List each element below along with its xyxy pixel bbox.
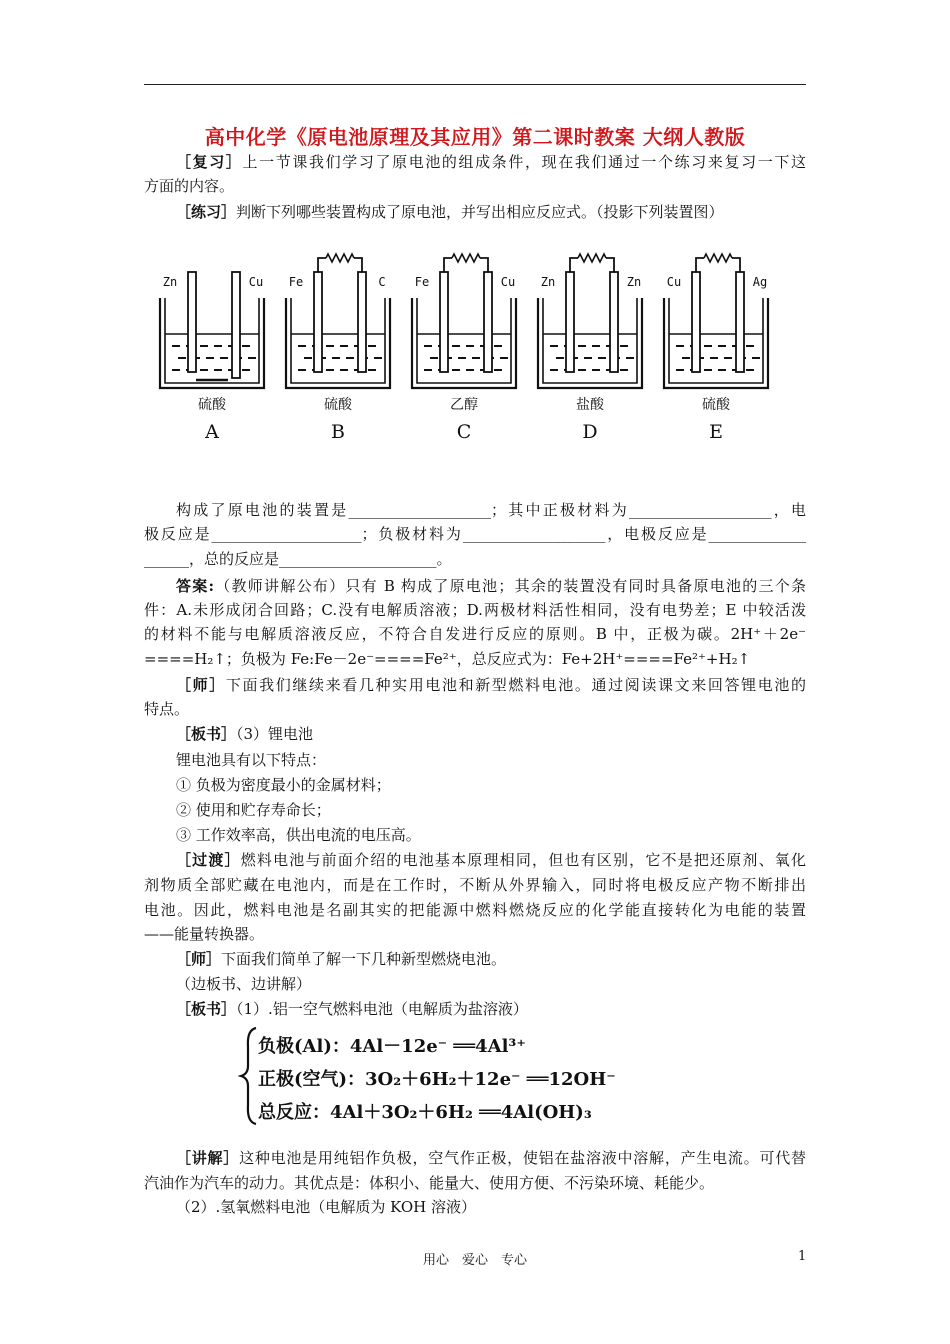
cell-c-right-metal-label: Cu [500, 275, 516, 289]
board2-line [176, 997, 806, 1021]
board2-text: （1）.铝一空气燃料电池（电解质为盐溶液） [236, 1000, 528, 1018]
section-2-heading: （2）.氢氧燃料电池（电解质为 KOH 溶液） [176, 1198, 477, 1216]
cell-a-right-metal-label: Cu [248, 275, 264, 289]
cell-a-beaker [160, 298, 264, 388]
cell-b-beaker [286, 298, 390, 388]
cell-b-wire-left [318, 258, 326, 272]
teacher2-tag: ［师］ [176, 950, 222, 968]
cell-e-right-electrode [736, 272, 744, 372]
cell-a-solution-label: 硫酸 [198, 397, 226, 413]
exercise-tag: ［练习］ [176, 203, 237, 221]
cell-e-right-metal-label: Ag [752, 275, 768, 289]
cell-e-resistor [704, 254, 732, 262]
lithium-point-2: ② 使用和贮存寿命长； [176, 801, 331, 819]
cell-b-right-metal-label: C [378, 275, 386, 289]
cell-d-resistor [578, 254, 606, 262]
cell-c-wire-right [480, 258, 488, 272]
board-text: （3）锂电池 [236, 725, 314, 743]
teacher-line-1 [176, 673, 806, 697]
galvanic-cell-apparatus-diagram [152, 246, 792, 446]
answer-line-4: ====H₂↑；负极为 Fe:Fe－2e⁻====Fe²⁺，总反应式为：Fe+2H⁺====Fe²⁺+H₂↑ [144, 650, 751, 668]
transition-line-1 [176, 848, 806, 872]
exercise-text: 判断下列哪些装置构成了原电池，并写出相应反应式。（投影下列装置图） [236, 203, 724, 221]
header-rule [144, 84, 806, 85]
total-reaction-equation: 总反应：4Al＋3O₂＋6H₂ ══4Al(OH)₃ [258, 1102, 592, 1123]
cell-e-wire-right [732, 258, 740, 272]
answer-line-3: 的材料不能与电解质溶液反应，不符合自发进行反应的原则。B 中，正极为碳。2H⁺＋2e⁻ [144, 625, 806, 643]
cell-b-resistor [326, 254, 354, 262]
cell-c-beaker [412, 298, 516, 388]
lecture-text: 这种电池是用纯铝作负极，空气作正极，使铝在盐溶液中溶解，产生电流。可代替 [239, 1149, 806, 1167]
review-text: 上一节课我们学习了原电池的组成条件，现在我们通过一个练习来复习一下这 [242, 153, 806, 171]
cell-a-right-electrode [232, 272, 240, 378]
cell-e-solution-label: 硫酸 [702, 397, 730, 413]
blanks-line-2: 极反应是____________________；负极材料为___________________，电极反应是_____________ [144, 525, 806, 543]
answer-text: （教师讲解公布）只有 B 构成了原电池；其余的装置没有同时具备原电池的三个条 [214, 577, 806, 595]
transition-line-4: ——能量转换器。 [144, 925, 265, 943]
page-footer: 用心 爱心 专心 [422, 1253, 527, 1268]
aluminum-air-cell-equations [238, 1024, 658, 1128]
cell-c-resistor [452, 254, 480, 262]
cell-e-letter-label: E [709, 421, 723, 443]
page-number: 1 [798, 1249, 807, 1264]
cell-b-solution-label: 硫酸 [324, 397, 352, 413]
cell-d-letter-label: D [582, 421, 598, 443]
exercise-line [176, 200, 806, 224]
cell-d-left-electrode [566, 272, 574, 372]
transition-line-2: 剂物质全部贮藏在电池内，而是在工作时，不断从外界输入，同时将电极反应产物不断排出 [144, 876, 806, 894]
cell-c-right-electrode [484, 272, 492, 372]
review-tag: ［复习］ [176, 153, 243, 171]
blanks-line-1: 构成了原电池的装置是___________________；其中正极材料为___________________，电 [176, 501, 806, 519]
review-line-1 [176, 150, 806, 174]
cell-e-left-electrode [692, 272, 700, 372]
lithium-point-1: ① 负极为密度最小的金属材料； [176, 776, 391, 794]
cell-e-beaker [664, 298, 768, 388]
cell-d-wire-left [570, 258, 578, 272]
teacher-line-2: 特点。 [144, 700, 190, 718]
review-line-2: 方面的内容。 [144, 177, 235, 195]
negative-electrode-equation: 负极(Al)：4Al－12e⁻ ══4Al³⁺ [258, 1036, 526, 1057]
transition-text: 燃料电池与前面介绍的电池基本原理相同，但也有区别，它不是把还原剂、氧化 [240, 851, 806, 869]
teacher2-text: 下面我们简单了解一下几种新型燃烧电池。 [221, 950, 507, 968]
cell-b-right-electrode [358, 272, 366, 372]
cell-c-left-metal-label: Fe [414, 275, 430, 289]
answer-line-2: 件：A.未形成闭合回路；C.没有电解质溶液；D.两极材料活性相同，没有电势差；E 中较活泼 [144, 601, 806, 619]
cell-d-right-electrode [610, 272, 618, 372]
board-line-1 [176, 722, 806, 746]
cell-e-wire-left [696, 258, 704, 272]
teacher-tag: ［师］ [176, 676, 226, 694]
cell-b-left-metal-label: Fe [288, 275, 304, 289]
board-tag: ［板书］ [176, 725, 237, 743]
teacher2-line [176, 947, 806, 971]
lithium-point-3: ③ 工作效率高，供出电流的电压高。 [176, 826, 421, 844]
cell-d-beaker [538, 298, 642, 388]
cell-a-left-electrode [188, 272, 196, 372]
teacher-text: 下面我们继续来看几种实用电池和新型燃料电池。通过阅读课文来回答锂电池的 [225, 676, 806, 694]
cell-d-solution-label: 盐酸 [576, 397, 604, 413]
note-line: （边板书、边讲解） [176, 975, 312, 993]
cell-d-left-metal-label: Zn [540, 275, 556, 289]
board2-tag: ［板书］ [176, 1000, 237, 1018]
cell-c-letter-label: C [456, 421, 472, 443]
cell-c-solution-label: 乙醇 [450, 397, 478, 413]
cell-b-letter-label: B [331, 421, 345, 443]
transition-tag: ［过渡］ [176, 851, 241, 869]
answer-line-1 [176, 574, 806, 598]
lecture-line-2: 汽油作为汽车的动力。其优点是：体积小、能量大、使用方便、不污染环境、耗能少。 [144, 1174, 715, 1192]
curly-brace-icon [238, 1024, 260, 1128]
cell-a-letter-label: A [205, 421, 219, 443]
cell-b-wire-right [354, 258, 362, 272]
answer-tag: 答案: [176, 577, 215, 595]
cell-a-left-metal-label: Zn [162, 275, 178, 289]
blanks-line-3: ______，总的反应是_____________________。 [144, 550, 452, 568]
cell-c-wire-left [444, 258, 452, 272]
lithium-intro: 锂电池具有以下特点： [176, 751, 327, 769]
positive-electrode-equation: 正极(空气)：3O₂＋6H₂＋12e⁻ ══12OH⁻ [258, 1069, 616, 1090]
lecture-line-1 [176, 1146, 806, 1170]
page-title: 高中化学《原电池原理及其应用》第二课时教案 大纲人教版 [204, 125, 746, 149]
cell-b-left-electrode [314, 272, 322, 372]
cell-e-left-metal-label: Cu [666, 275, 682, 289]
lecture-tag: ［讲解］ [176, 1149, 240, 1167]
transition-line-3: 电池。因此，燃料电池是名副其实的把能源中燃料燃烧反应的化学能直接转化为电能的装置 [144, 901, 806, 919]
cell-d-right-metal-label: Zn [626, 275, 642, 289]
cell-c-left-electrode [440, 272, 448, 372]
cell-d-wire-right [606, 258, 614, 272]
